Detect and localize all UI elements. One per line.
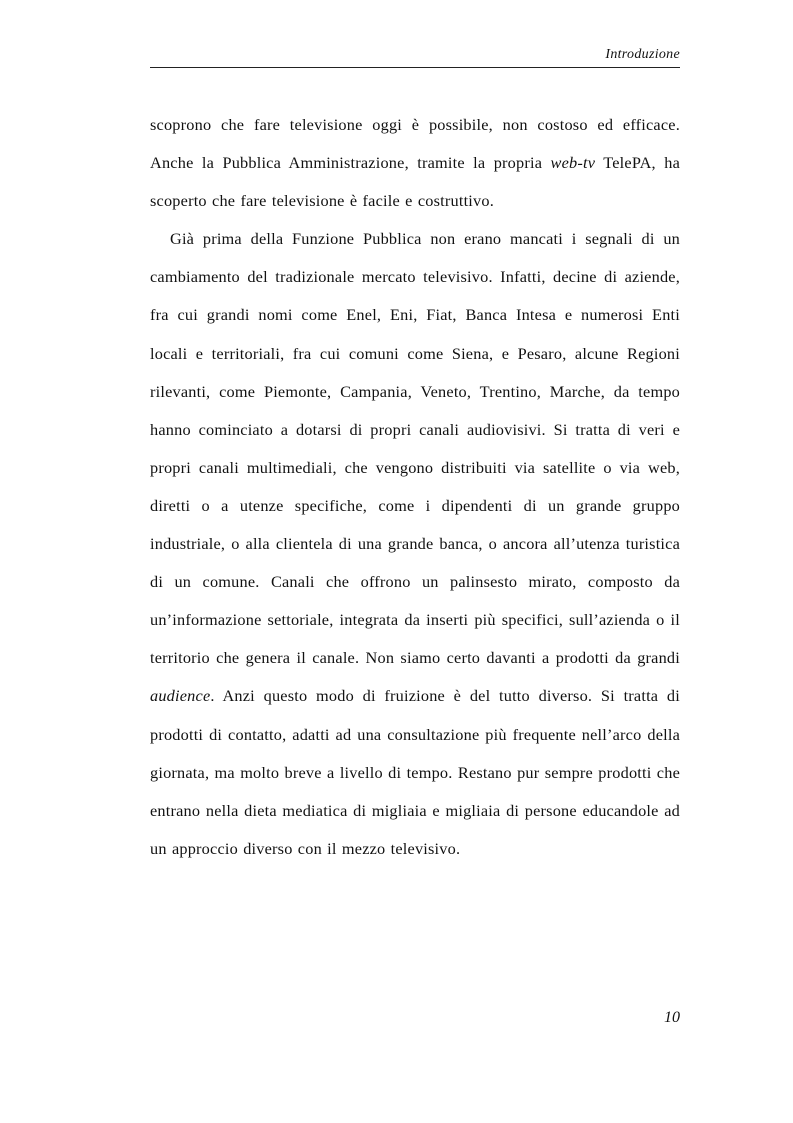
italic-term-web-tv: web-tv [550, 153, 596, 173]
page-number: 10 [664, 1009, 680, 1026]
paragraph-1 [150, 106, 680, 220]
running-header: Introduzione [605, 47, 680, 62]
body-text [150, 106, 680, 868]
text-segment: TelePA, ha scoperto che fare televisione è facile e costruttivo. [150, 153, 680, 211]
text-segment: Già prima della Funzione Pubblica non erano mancati i segnali di un cambiamento del tradizionale mercato televisivo. Infatti, decine di aziende, fra cui grandi nomi come Enel, Eni, Fiat, Banca Intesa e numerosi Enti locali e territoriali, fra cui comuni come Siena, e Pesaro, alcune Regioni rilevanti, come Piemonte, Campania, Veneto, Trentino, Marche, da tempo hanno cominciato a dotarsi di propri canali audiovisivi. Si tratta di veri e propri canali multimediali, che vengono distribuiti via satellite o via web, diretti o a utenze specifiche, come i dipendenti di un grande gruppo industriale, o alla clientela di una grande banca, o ancora all’utenza turistica di un comune. Canali che offrono un palinsesto mirato, composto da un’informazione settoriale, integrata da inserti più specifici, sull’azienda o il territorio che genera il canale. Non siamo certo davanti a prodotti da grandi [150, 229, 680, 668]
header-rule [150, 67, 680, 68]
italic-term-audience: audience [150, 686, 211, 706]
paragraph-2 [150, 220, 680, 868]
text-segment: scoprono che fare televisione oggi è possibile, non costoso ed efficace. Anche la Pubblica Amministrazione, tramite la propria [150, 115, 680, 173]
text-segment: . Anzi questo modo di fruizione è del tutto diverso. Si tratta di prodotti di contatto, adatti ad una consultazione più frequente nell’arco della giornata, ma molto breve a livello di tempo. Restano pur sempre prodotti che entrano nella dieta mediatica di migliaia e migliaia di persone educandole ad un approccio diverso con il mezzo televisivo. [150, 686, 680, 858]
